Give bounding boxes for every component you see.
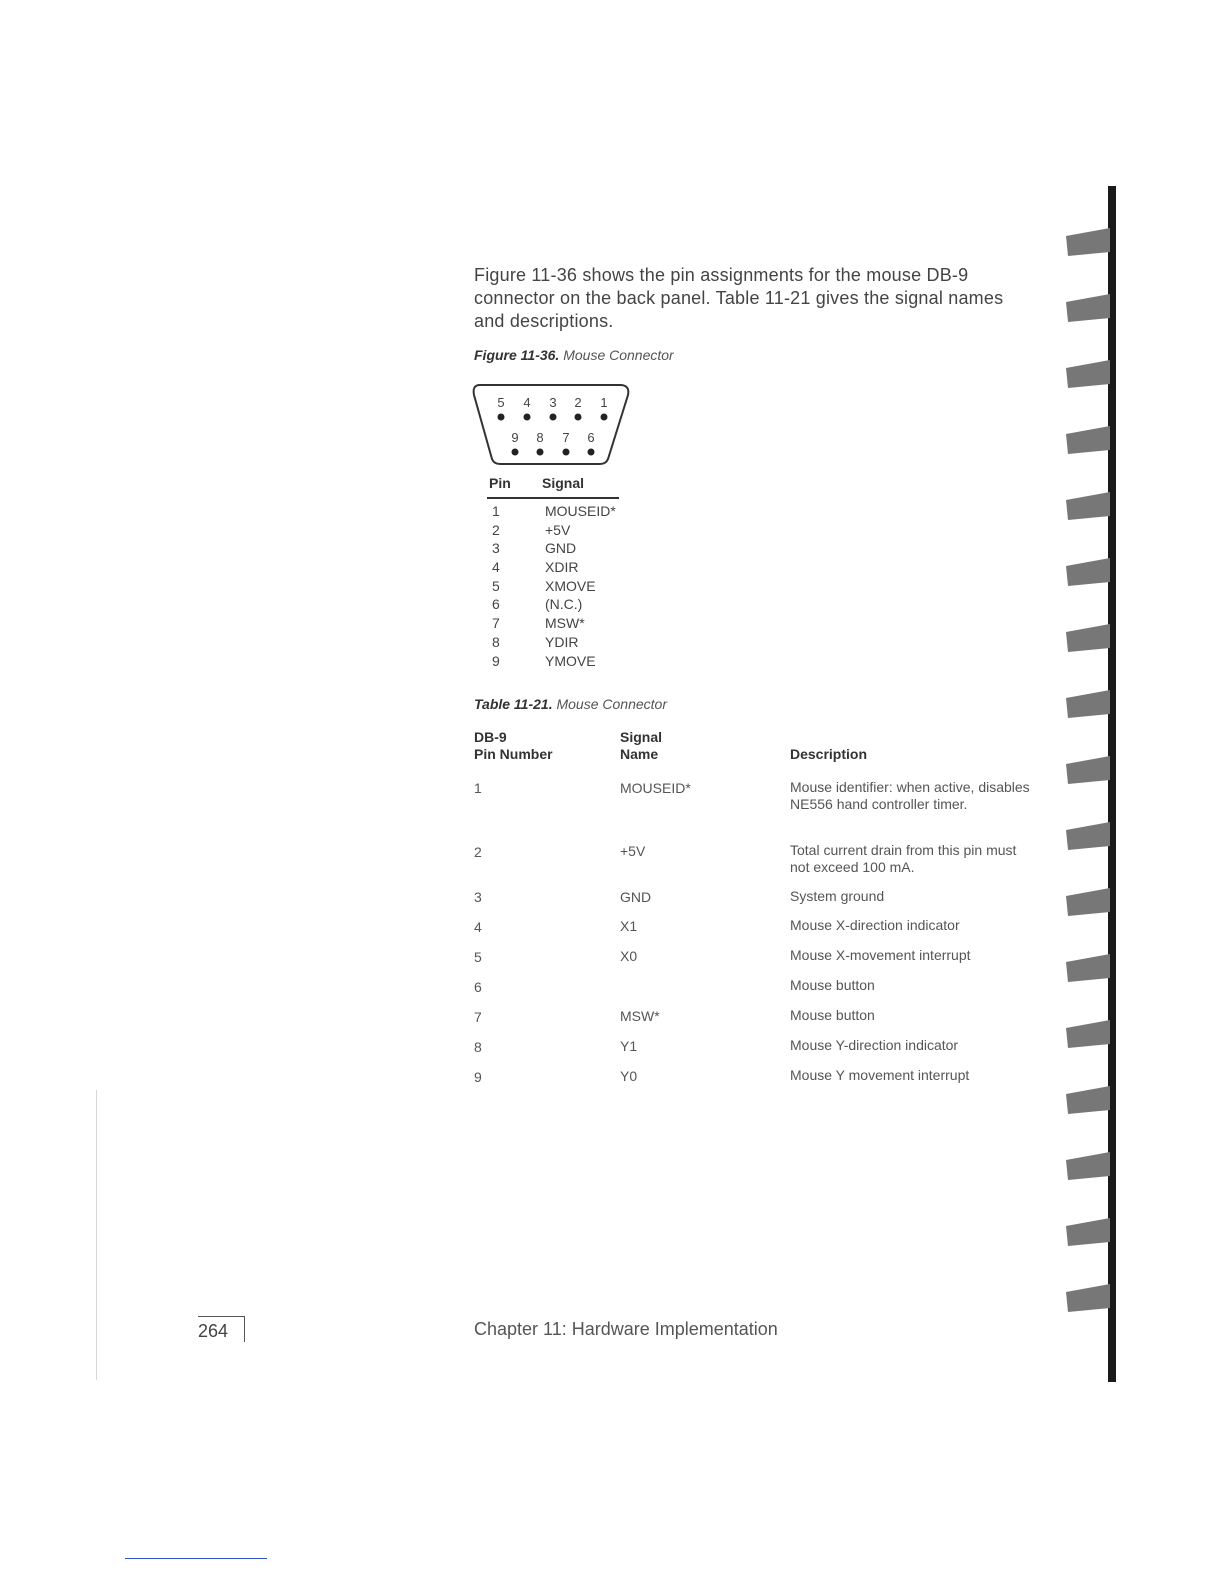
- binder-tab: [1066, 756, 1110, 784]
- pin-label-3: 3: [549, 395, 557, 410]
- table-label: Table 11-21.: [474, 696, 553, 712]
- chapter-footer: Chapter 11: Hardware Implementation: [474, 1319, 778, 1339]
- header-signal-name: [620, 729, 662, 763]
- pin-signal: GND: [545, 540, 577, 557]
- pin-label-5: 5: [497, 395, 505, 410]
- row-signal: X1: [620, 918, 638, 934]
- header-signal-line1: Signal: [620, 729, 663, 745]
- header-pin-number: [474, 729, 553, 763]
- pin-table-row: [0, 502, 700, 521]
- binder-spine: [1062, 186, 1118, 1386]
- pin-dot-8: [537, 449, 544, 456]
- row-description: Mouse Y-direction indicator: [790, 1037, 959, 1053]
- page-number: 264: [198, 1316, 245, 1342]
- pin-table-row: [0, 521, 700, 540]
- pin-dot-5: [498, 414, 505, 421]
- signal-header: Signal: [542, 475, 585, 491]
- pin-signal: YDIR: [545, 633, 579, 650]
- row-signal: X0: [620, 948, 638, 964]
- pin-table-rule: [487, 497, 619, 499]
- pin-signal: XMOVE: [545, 577, 596, 594]
- binder-tab: [1066, 1152, 1110, 1180]
- pin-number: 9: [492, 652, 500, 669]
- binder-tab: [1066, 624, 1110, 652]
- pin-signal: (N.C.): [545, 596, 583, 613]
- row-pin: 1: [474, 780, 482, 796]
- pin-signal: +5V: [545, 521, 571, 538]
- pin-table-row: [0, 595, 700, 614]
- row-description: Mouse identifier: when active, disables NE556 hand controller timer.: [790, 779, 1030, 812]
- pin-label-6: 6: [587, 430, 595, 445]
- binder-tab: [1066, 690, 1110, 718]
- pin-table-row: [0, 577, 700, 596]
- binder-tab: [1066, 888, 1110, 916]
- row-description: Mouse X-movement interrupt: [790, 947, 971, 963]
- row-description: System ground: [790, 888, 885, 904]
- top-pin-row: [497, 395, 607, 421]
- row-signal: MOUSEID*: [620, 780, 691, 796]
- row-signal: +5V: [620, 843, 646, 859]
- binder-tab: [1066, 492, 1110, 520]
- binder-tab: [1066, 558, 1110, 586]
- row-signal: GND: [620, 889, 652, 905]
- binder-tab: [1066, 1284, 1110, 1312]
- row-signal: Y1: [620, 1038, 638, 1054]
- pin-number: 5: [492, 577, 500, 594]
- row-description: Mouse X-direction indicator: [790, 917, 960, 933]
- figure-caption: [474, 347, 674, 363]
- binder-tab: [1066, 426, 1110, 454]
- pin-table-row: [0, 558, 700, 577]
- row-pin: 7: [474, 1009, 482, 1025]
- pin-dot-3: [550, 414, 557, 421]
- pin-header: Pin: [489, 475, 511, 491]
- binder-tab: [1066, 822, 1110, 850]
- row-pin: 8: [474, 1039, 482, 1055]
- figure-title: Mouse Connector: [563, 347, 674, 363]
- pin-number: 2: [492, 521, 500, 538]
- row-pin: 9: [474, 1069, 482, 1085]
- pin-dot-2: [575, 414, 582, 421]
- binder-tab: [1066, 1086, 1110, 1114]
- row-description: Total current drain from this pin must not exceed 100 mA.: [790, 842, 1017, 875]
- row-signal: Y0: [620, 1068, 638, 1084]
- row-pin: 4: [474, 919, 482, 935]
- pin-dot-1: [601, 414, 608, 421]
- pin-number: 8: [492, 633, 500, 650]
- pin-table-body: [0, 502, 700, 670]
- row-description: Mouse button: [790, 1007, 875, 1023]
- binder-tabs: [1066, 228, 1110, 1312]
- pin-number: 4: [492, 559, 500, 576]
- bottom-rule: [125, 1558, 267, 1559]
- row-signal: MSW*: [620, 1008, 660, 1024]
- db9-connector-diagram: [470, 382, 634, 468]
- pin-number: 1: [492, 503, 500, 519]
- table-title: Mouse Connector: [556, 696, 667, 712]
- header-signal-line2: Name: [620, 746, 659, 762]
- pin-table-row: [0, 614, 700, 633]
- pin-label-8: 8: [536, 430, 544, 445]
- pin-signal: MOUSEID*: [545, 503, 616, 519]
- row-pin: 6: [474, 979, 482, 995]
- pin-signal: YMOVE: [545, 652, 596, 669]
- binder-tab: [1066, 954, 1110, 982]
- binder-tab: [1066, 1020, 1110, 1048]
- pin-label-7: 7: [562, 430, 570, 445]
- binder-tab: [1066, 360, 1110, 388]
- pin-label-2: 2: [574, 395, 582, 410]
- pin-number: 6: [492, 596, 500, 613]
- binder-tab: [1066, 1218, 1110, 1246]
- pin-label-4: 4: [523, 395, 531, 410]
- row-description: Mouse button: [790, 977, 875, 993]
- row-pin: 5: [474, 949, 482, 965]
- pin-number: 7: [492, 615, 500, 632]
- pin-dot-7: [563, 449, 570, 456]
- figure-label: Figure 11-36.: [474, 347, 560, 363]
- row-pin: 3: [474, 889, 482, 905]
- pin-table-row: [0, 633, 700, 652]
- pin-table-row: [0, 652, 700, 671]
- header-pin-line2: Pin Number: [474, 746, 553, 762]
- pin-table-row: [0, 539, 700, 558]
- pin-number: 3: [492, 540, 500, 557]
- bottom-pin-row: [511, 430, 594, 456]
- intro-paragraph: Figure 11-36 shows the pin assignments for the mouse DB-9 connector on the back panel. Table 11-21 gives the signal names and descriptions.: [474, 265, 1004, 331]
- binder-tab: [1066, 294, 1110, 322]
- row-pin: 2: [474, 844, 482, 860]
- pin-label-1: 1: [600, 395, 608, 410]
- header-pin-line1: DB-9: [474, 729, 507, 745]
- left-margin-line: [96, 1090, 97, 1380]
- binder-tab: [1066, 228, 1110, 256]
- pin-label-9: 9: [511, 430, 519, 445]
- table-caption: [474, 696, 667, 712]
- pin-dot-9: [512, 449, 519, 456]
- pin-dot-6: [588, 449, 595, 456]
- pin-dot-4: [524, 414, 531, 421]
- pin-signal: MSW*: [545, 615, 585, 632]
- pin-signal: XDIR: [545, 559, 579, 576]
- row-description: Mouse Y movement interrupt: [790, 1067, 970, 1083]
- header-description: Description: [790, 746, 868, 762]
